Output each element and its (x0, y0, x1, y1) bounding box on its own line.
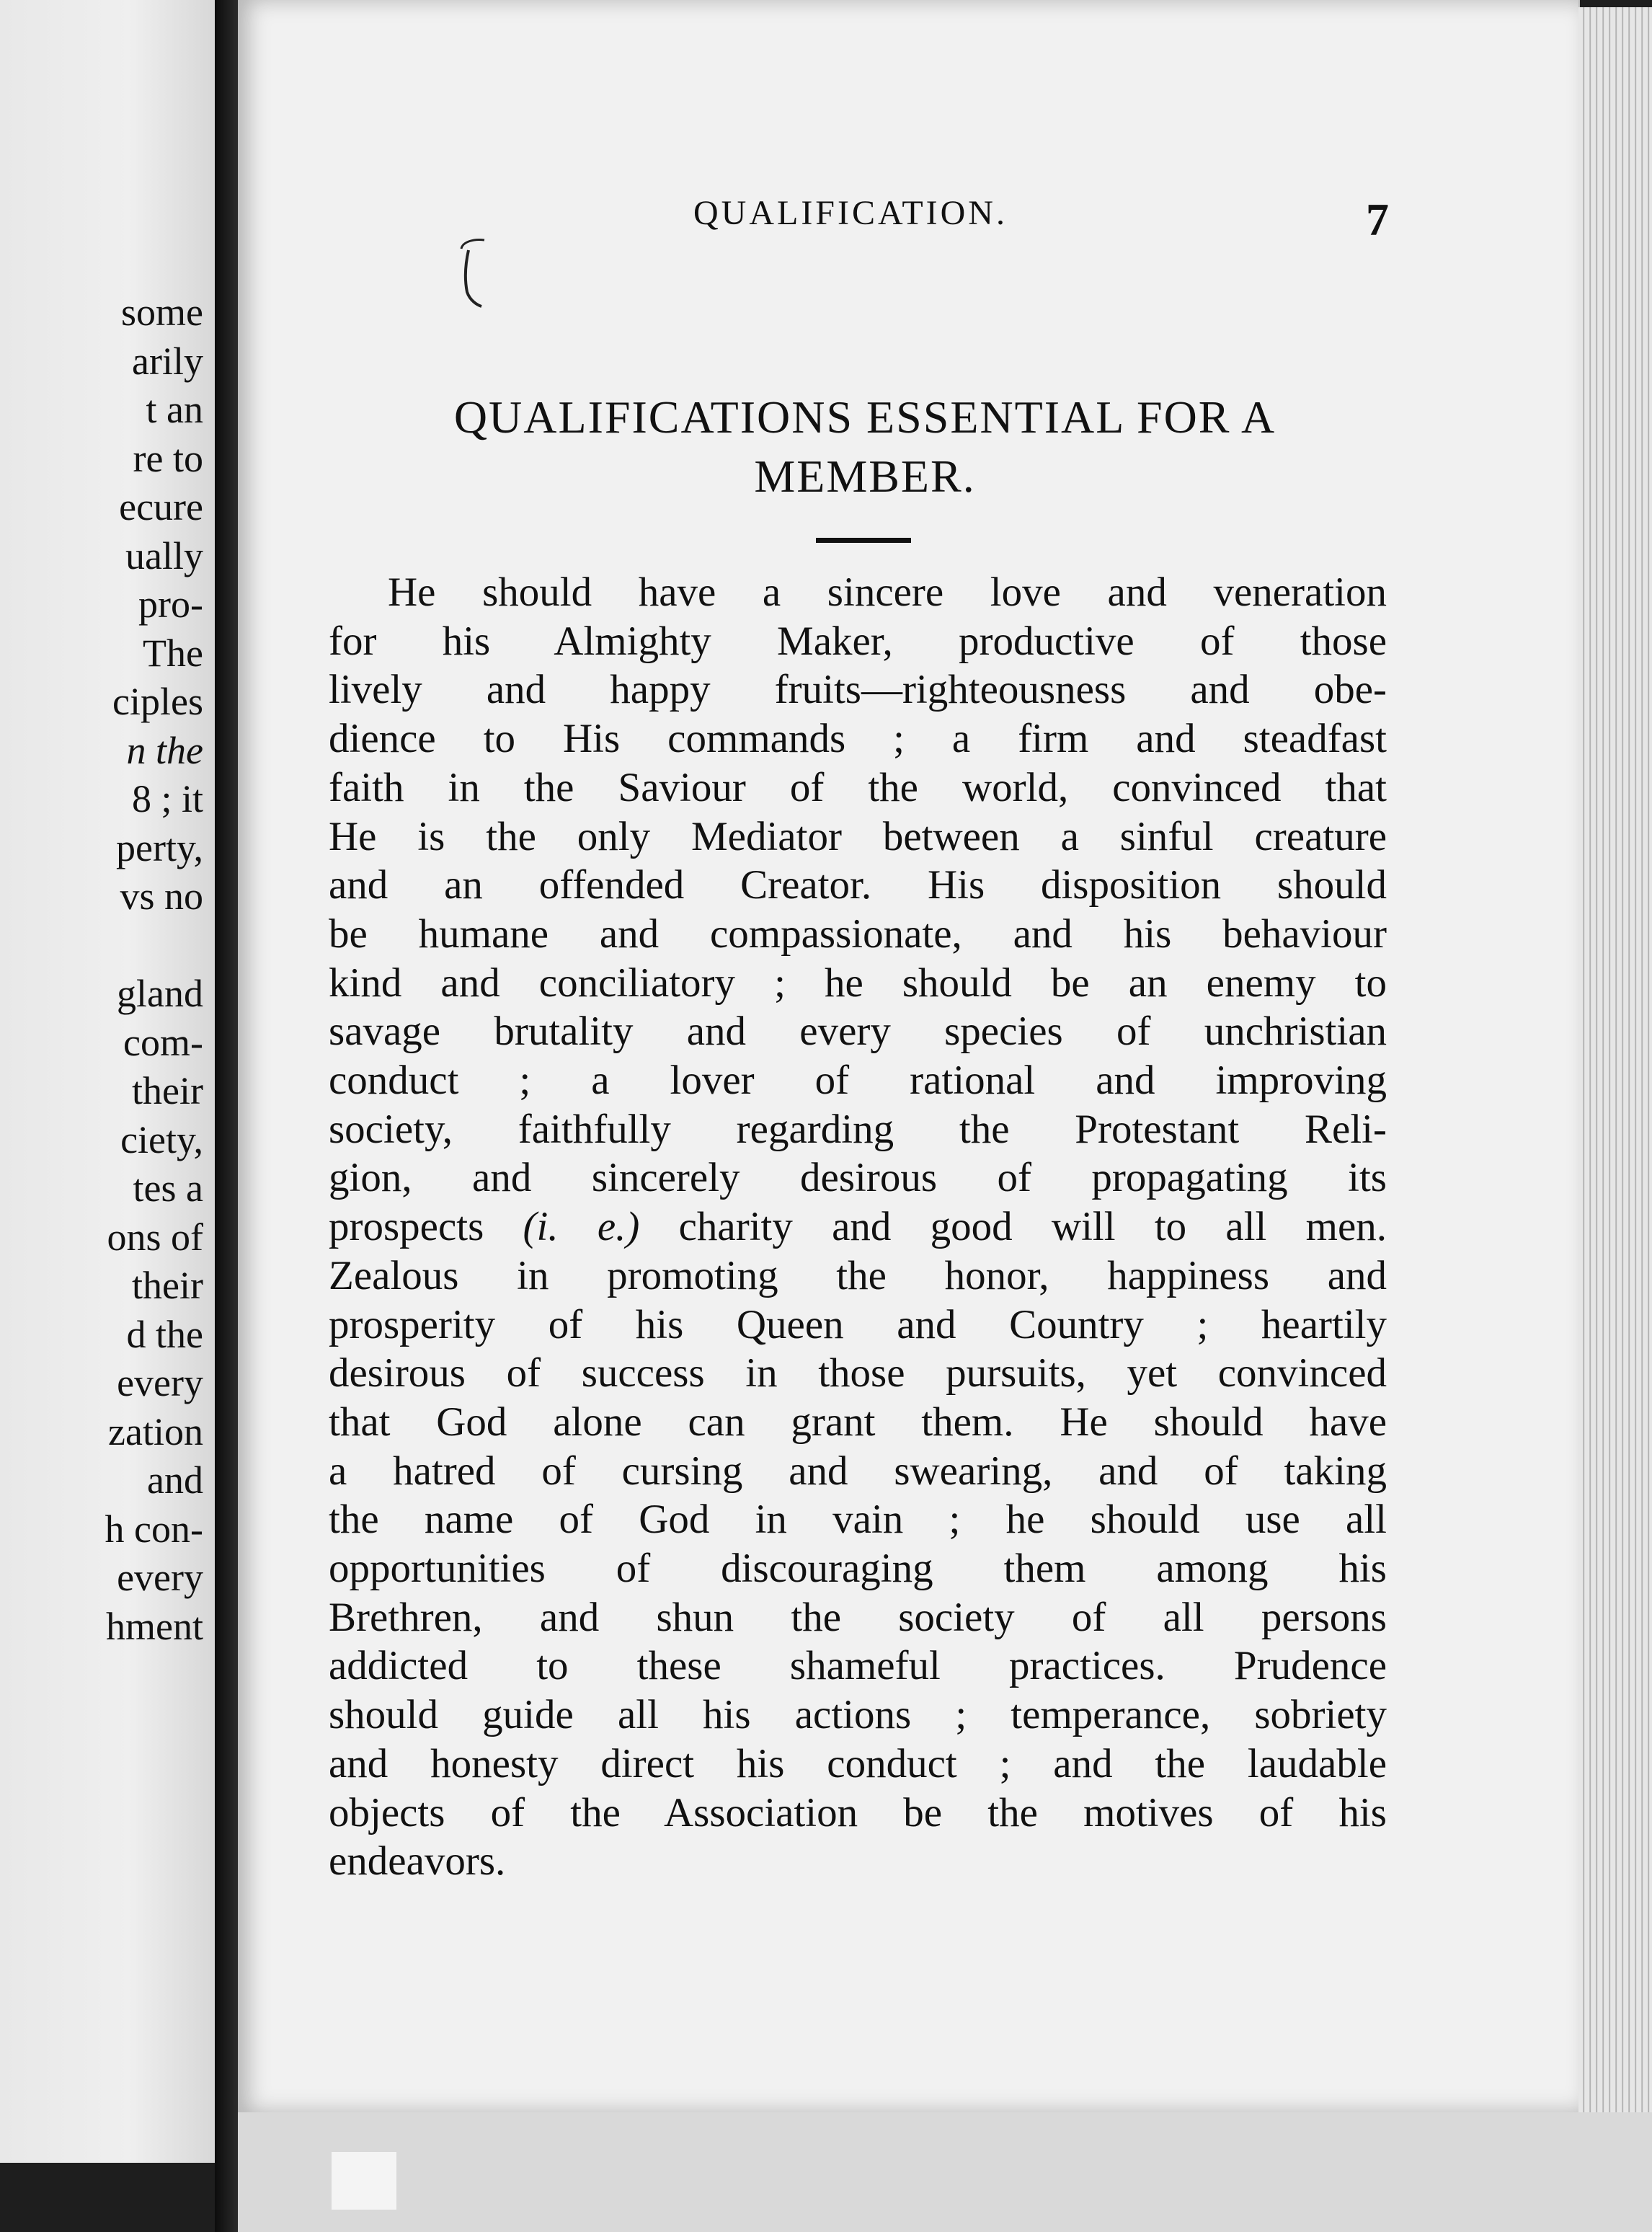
text-line: for his Almighty Maker, productive of those (329, 618, 1387, 664)
text-line (329, 1203, 1387, 1252)
text-line: endeavors. (329, 1838, 506, 1885)
left-page-fragment: com- (123, 1020, 203, 1064)
left-page-fragment: ecure (119, 485, 203, 528)
running-head: QUALIFICATION. (693, 194, 1008, 232)
left-page (0, 0, 216, 2163)
text-line: the name of God in vain ; he should use all (329, 1497, 1387, 1543)
page-tab (332, 2152, 396, 2210)
text-line: and honesty direct his conduct ; and the laudable (329, 1740, 1387, 1786)
italic-abbreviation: (i. e.) (523, 1204, 640, 1250)
left-page-fragment: d the (126, 1312, 203, 1356)
text-line: addicted to these shameful practices. Prudence (329, 1643, 1387, 1689)
heading-line: MEMBER. (754, 451, 976, 502)
text-segment: charity and good will to all men. (678, 1204, 1387, 1250)
text-line: opportunities of discouraging them among his (329, 1546, 1387, 1592)
text-line: kind and conciliatory ; he should be an enemy to (329, 960, 1387, 1006)
heading-rule (816, 538, 911, 543)
left-page-fragment: their (132, 1069, 203, 1112)
left-page-fragment: ciety, (120, 1117, 203, 1161)
text-line: prosperity of his Queen and Country ; heartily (329, 1301, 1387, 1347)
chapter-heading (332, 388, 1398, 506)
text-line: and an offended Creator. His disposition should (329, 862, 1387, 908)
left-page-fragment: perty, (116, 825, 203, 869)
left-page-fragment: 8 ; it (131, 777, 203, 820)
text-line: He is the only Mediator between a sinful creature (329, 813, 1387, 859)
left-page-fragment: n the (126, 728, 203, 772)
left-page-fragment: t an (146, 388, 203, 431)
heading-line: QUALIFICATIONS ESSENTIAL FOR A (453, 391, 1276, 443)
text-line: faith in the Saviour of the world, convinced that (329, 764, 1387, 810)
text-line: Zealous in promoting the honor, happiness and (329, 1252, 1387, 1298)
left-page-fragment: The (143, 631, 203, 675)
left-page-fragment: their (132, 1264, 203, 1307)
text-line: be humane and compassionate, and his behaviour (329, 911, 1387, 957)
page-number: 7 (1366, 194, 1389, 245)
left-page-fragment: some (121, 291, 203, 334)
text-line: gion, and sincerely desirous of propagating its (329, 1155, 1387, 1201)
left-page-fragment: and (147, 1458, 203, 1502)
text-line: objects of the Association be the motives of his (329, 1789, 1387, 1835)
text-line: a hatred of cursing and swearing, and of taking (329, 1448, 1387, 1494)
left-page-fragment: vs no (120, 874, 203, 918)
left-page-fragment: ciples (112, 680, 203, 723)
left-page-fragment: tes a (133, 1166, 203, 1210)
pen-mark-icon (453, 234, 496, 314)
left-page-fragment: every (117, 1361, 203, 1404)
text-line: He should have a sincere love and veneration (388, 570, 1387, 615)
text-segment: prospects (329, 1204, 484, 1250)
text-line: that God alone can grant them. He should have (329, 1399, 1387, 1445)
text-line: desirous of success in those pursuits, yet convinced (329, 1350, 1387, 1396)
book-bottom-edge (238, 2112, 1652, 2232)
page-edges (1578, 7, 1652, 2134)
left-page-fragment: every (117, 1556, 203, 1599)
left-page-fragment: hment (106, 1604, 203, 1648)
left-page-text (105, 288, 203, 1651)
text-line: dience to His commands ; a firm and steadfast (329, 716, 1387, 762)
text-line: Brethren, and shun the society of all persons (329, 1594, 1387, 1640)
left-page-fragment: zation (108, 1409, 203, 1453)
left-page-fragment: gland (117, 972, 203, 1015)
left-page-fragment: ually (125, 533, 203, 577)
left-page-fragment: h con- (105, 1507, 203, 1551)
text-line: society, faithfully regarding the Protestant Reli- (329, 1106, 1387, 1152)
left-page-fragment: ons of (107, 1215, 203, 1259)
left-page-fragment: pro- (138, 583, 203, 626)
text-line: lively and happy fruits—righteousness and obe- (329, 667, 1387, 713)
text-line: savage brutality and every species of unchristian (329, 1009, 1387, 1055)
left-page-fragment (105, 921, 203, 970)
text-line: conduct ; a lover of rational and improving (329, 1058, 1387, 1104)
left-page-fragment: arily (132, 339, 203, 383)
left-page-fragment: re to (133, 436, 203, 480)
body-paragraph (329, 568, 1387, 1886)
text-line: should guide all his actions ; temperance, sobriety (329, 1692, 1387, 1738)
